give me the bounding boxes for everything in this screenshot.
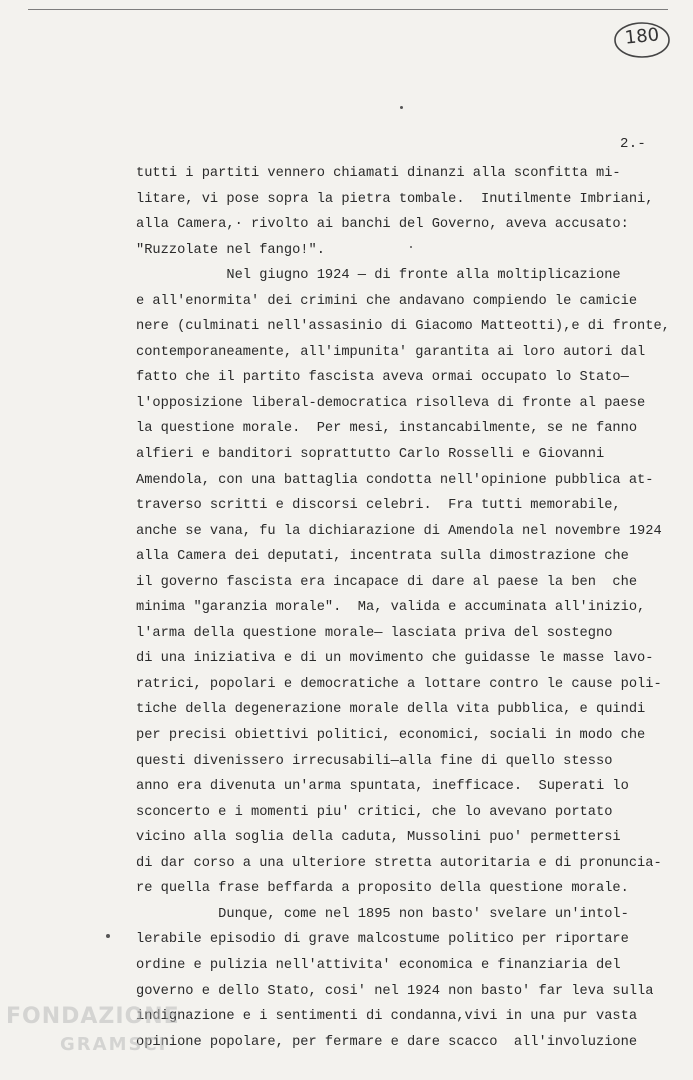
text-line: alfieri e banditori soprattutto Carlo Rosselli e Giovanni bbox=[136, 447, 605, 463]
text-line: minima "garanzia morale". Ma, valida e accuminata all'inizio, bbox=[136, 600, 646, 616]
text-line: alla Camera dei deputati, incentrata sulla dimostrazione che bbox=[136, 549, 629, 565]
text-line: sconcerto e i momenti piu' critici, che lo avevano portato bbox=[136, 804, 613, 820]
text-line: litare, vi pose sopra la pietra tombale. Inutilmente Imbriani, bbox=[136, 191, 654, 207]
text-line: tutti i partiti vennero chiamati dinanzi alla sconfitta mi- bbox=[136, 166, 621, 181]
ink-speck bbox=[410, 246, 412, 248]
text-line: lerabile episodio di grave malcostume politico per riportare bbox=[136, 932, 629, 948]
text-line: indignazione e i sentimenti di condanna,vivi in una pur vasta bbox=[136, 1009, 638, 1025]
text-line: vicino alla soglia della caduta, Mussolini puo' permettersi bbox=[136, 830, 621, 846]
watermark-line-1: FONDAZIONE bbox=[6, 1004, 180, 1029]
text-line: "Ruzzolate nel fango!". bbox=[136, 242, 325, 258]
text-line: il governo fascista era incapace di dare al paese la ben che bbox=[136, 574, 638, 590]
text-line: opinione popolare, per fermare e dare scacco all'involuzione bbox=[136, 1034, 638, 1050]
text-line: re quella frase beffarda a proposito della questione morale. bbox=[136, 881, 629, 897]
ink-speck bbox=[400, 106, 403, 109]
typed-text-body bbox=[136, 161, 670, 1055]
text-line: anche se vana, fu la dichiarazione di Amendola nel novembre 1924 bbox=[136, 523, 662, 539]
text-line: per precisi obiettivi politici, economici, sociali in modo che bbox=[136, 728, 646, 744]
archive-stamp-number: 180 bbox=[623, 24, 661, 49]
text-line: la questione morale. Per mesi, instancabilmente, se ne fanno bbox=[136, 421, 638, 437]
page-number: 2.- bbox=[620, 136, 647, 152]
text-line: fatto che il partito fascista aveva ormai occupato lo Stato— bbox=[136, 370, 629, 386]
text-line: tiche della degenerazione morale della vita pubblica, e quindi bbox=[136, 702, 646, 718]
text-line: alla Camera,· rivolto ai banchi del Governo, aveva accusato: bbox=[136, 217, 629, 233]
watermark-line-2: GRAMSCI bbox=[60, 1034, 168, 1055]
text-line: questi divenissero irrecusabili—alla fine di quello stesso bbox=[136, 753, 613, 769]
top-rule bbox=[28, 9, 668, 10]
text-line: ordine e pulizia nell'attivita' economica e finanziaria del bbox=[136, 957, 621, 973]
text-line: l'arma della questione morale— lasciata priva del sostegno bbox=[136, 625, 613, 641]
text-line: traverso scritti e discorsi celebri. Fra tutti memorabile, bbox=[136, 498, 621, 514]
text-line: contemporaneamente, all'impunita' garantita ai loro autori dal bbox=[136, 344, 646, 360]
text-line: ratrici, popolari e democratiche a lottare contro le cause poli- bbox=[136, 676, 662, 692]
text-line: e all'enormita' dei crimini che andavano compiendo le camicie bbox=[136, 293, 638, 309]
text-line: anno era divenuta un'arma spuntata, inefficace. Superati lo bbox=[136, 779, 629, 795]
text-line: Amendola, con una battaglia condotta nell'opinione pubblica at- bbox=[136, 472, 654, 488]
text-line: Dunque, come nel 1895 non basto' svelare un'intol- bbox=[136, 906, 629, 922]
text-line: l'opposizione liberal-democratica risolleva di fronte al paese bbox=[136, 395, 646, 411]
text-line: di dar corso a una ulteriore stretta autoritaria e di pronuncia- bbox=[136, 855, 662, 871]
ink-speck bbox=[106, 934, 110, 938]
text-line: nere (culminati nell'assasinio di Giacomo Matteotti),e di fronte, bbox=[136, 319, 670, 335]
text-line: governo e dello Stato, cosi' nel 1924 non basto' far leva sulla bbox=[136, 983, 654, 999]
text-line: Nel giugno 1924 — di fronte alla moltiplicazione bbox=[136, 268, 621, 284]
text-line: di una iniziativa e di un movimento che guidasse le masse lavo- bbox=[136, 651, 654, 667]
